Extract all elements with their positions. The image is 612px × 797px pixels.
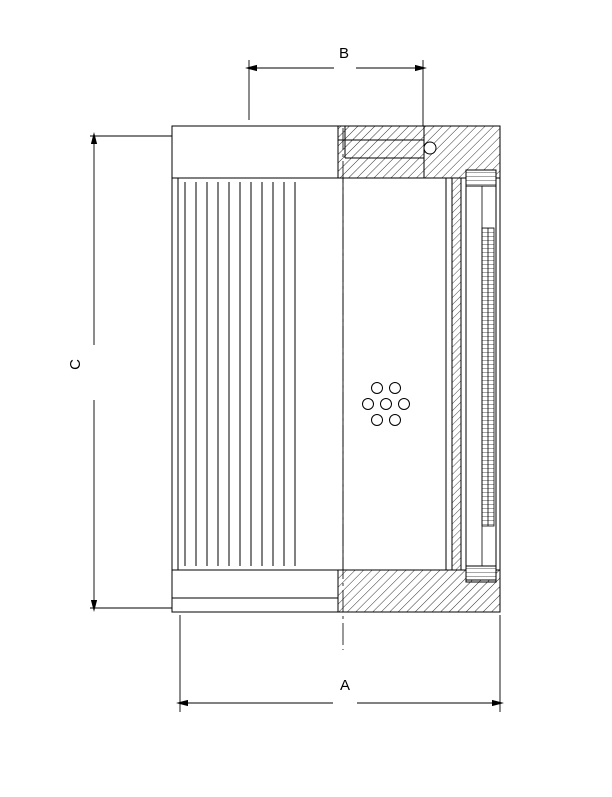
hole [390, 415, 401, 426]
inner-core-strip [452, 178, 461, 570]
passage-hole [424, 142, 436, 154]
hole [381, 399, 392, 410]
dimension-label-c: C [68, 359, 83, 370]
dimension-A [180, 615, 500, 712]
dimension-C [90, 136, 175, 608]
dimension-label-b: B [339, 46, 349, 61]
hole [372, 415, 383, 426]
dimension-label-a: A [340, 678, 350, 693]
sleeve-top-hatch [466, 170, 496, 186]
hole [390, 383, 401, 394]
hole [372, 383, 383, 394]
sleeve-bottom-hatch [466, 566, 496, 582]
hole [363, 399, 374, 410]
filter-body [172, 126, 500, 650]
hole [399, 399, 410, 410]
